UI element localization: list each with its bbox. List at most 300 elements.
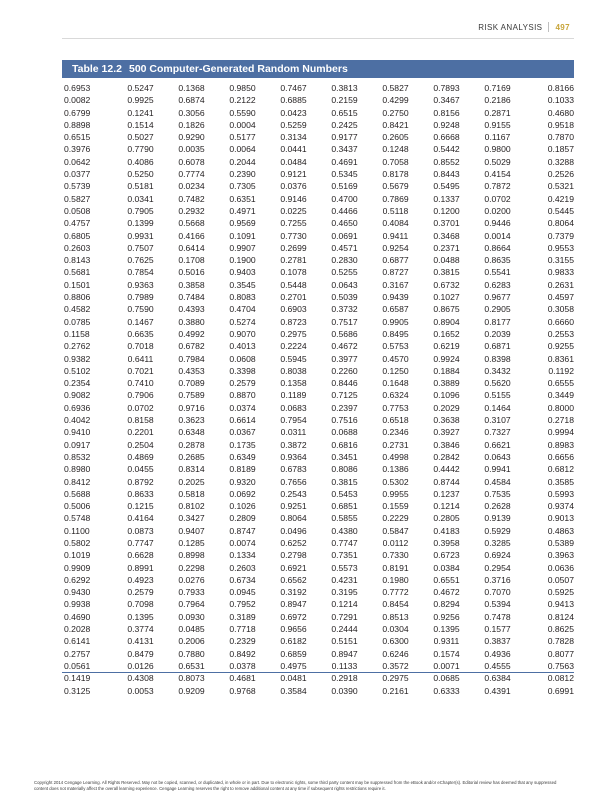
table-cell: 0.9082	[64, 390, 91, 401]
table-cell: 0.9800	[484, 144, 511, 155]
table-cell: 0.2685	[178, 451, 205, 462]
table-row	[64, 377, 574, 389]
table-row	[64, 168, 574, 180]
table-cell: 0.3427	[178, 513, 205, 524]
table-row	[64, 525, 574, 537]
table-cell: 0.1091	[229, 230, 256, 241]
table-cell: 0.1096	[433, 390, 460, 401]
table-cell: 0.4231	[331, 574, 358, 585]
table-cell: 0.4869	[127, 451, 154, 462]
table-cell: 0.7954	[280, 415, 307, 426]
table-cell: 0.9931	[127, 230, 154, 241]
table-cell: 0.8158	[127, 415, 154, 426]
table-cell: 0.6972	[280, 611, 307, 622]
table-cell: 0.3701	[433, 218, 460, 229]
table-cell: 0.3927	[433, 427, 460, 438]
table-cell: 0.6660	[547, 316, 574, 327]
table-cell: 0.7478	[484, 611, 511, 622]
table-cell: 0.9374	[547, 501, 574, 512]
table-cell: 0.9905	[382, 316, 409, 327]
table-row	[64, 340, 574, 352]
table-cell: 0.0481	[280, 673, 307, 684]
table-cell: 0.7984	[178, 353, 205, 364]
table-cell: 0.2504	[127, 439, 154, 450]
table-cell: 0.7327	[484, 427, 511, 438]
table-cell: 0.4308	[127, 673, 154, 684]
table-cell: 0.8664	[484, 242, 511, 253]
table-row	[64, 328, 574, 340]
table-cell: 0.0053	[127, 685, 154, 696]
table-cell: 0.5925	[547, 587, 574, 598]
table-cell: 0.8492	[229, 648, 256, 659]
table-cell: 0.9768	[229, 685, 256, 696]
table-cell: 0.6182	[280, 636, 307, 647]
table-cell: 0.2260	[331, 365, 358, 376]
table-row	[64, 537, 574, 549]
table-cell: 0.8479	[127, 648, 154, 659]
table-cell: 0.2397	[331, 402, 358, 413]
table-row	[64, 439, 574, 451]
table-cell: 0.4466	[331, 205, 358, 216]
table-cell: 0.6885	[280, 95, 307, 106]
table-cell: 0.2842	[433, 451, 460, 462]
table-cell: 0.8178	[382, 169, 409, 180]
table-title: 500 Computer-Generated Random Numbers	[129, 63, 348, 75]
table-cell: 0.2918	[331, 673, 358, 684]
copyright-notice: Copyright 2014 Cengage Learning. All Rights Reserved. May not be copied, scanned, or duplicated, in whole or in part. Due to electronic rights, some third party content may be suppressed from the eBook and/or eChapter(s). Editorial review has deemed that any suppressed content does not materially affect the overall learning experience. Cengage Learning reserves the right to remove additional content at any time if subsequent rights restrictions require it.	[34, 780, 557, 791]
table-cell: 0.0304	[382, 624, 409, 635]
table-cell: 0.7484	[178, 292, 205, 303]
table-cell: 0.7089	[178, 378, 205, 389]
table-cell: 0.3716	[484, 574, 511, 585]
table-cell: 0.6351	[229, 193, 256, 204]
table-cell: 0.2159	[331, 95, 358, 106]
table-cell: 0.1857	[547, 144, 574, 155]
table-cell: 0.5855	[331, 513, 358, 524]
table-row	[64, 82, 574, 94]
table-cell: 0.6551	[433, 574, 460, 585]
table-cell: 0.7730	[280, 230, 307, 241]
table-cell: 0.7656	[280, 476, 307, 487]
table-cell: 0.7590	[127, 304, 154, 315]
table-cell: 0.5847	[382, 525, 409, 536]
table-cell: 0.6656	[547, 451, 574, 462]
table-cell: 0.1158	[64, 328, 90, 339]
table-cell: 0.7070	[484, 587, 511, 598]
table-cell: 0.1189	[280, 390, 307, 401]
table-cell: 0.2954	[484, 562, 511, 573]
table-cell: 0.5681	[64, 267, 91, 278]
table-cell: 0.6531	[178, 660, 205, 671]
table-cell: 0.4975	[280, 660, 307, 671]
table-cell: 0.5739	[64, 181, 91, 192]
table-cell: 0.1215	[127, 501, 154, 512]
table-cell: 0.0508	[64, 205, 91, 216]
table-cell: 0.2006	[178, 636, 205, 647]
table-cell: 0.6723	[433, 550, 460, 561]
table-cell: 0.5321	[547, 181, 574, 192]
table-row	[64, 562, 574, 574]
table-cell: 0.8077	[547, 648, 574, 659]
table-cell: 0.3468	[433, 230, 460, 241]
table-cell: 0.9255	[547, 341, 574, 352]
table-cell: 0.2798	[280, 550, 307, 561]
table-cell: 0.8991	[127, 562, 154, 573]
table-cell: 0.9248	[433, 119, 460, 130]
table-row	[64, 488, 574, 500]
table-cell: 0.0930	[178, 611, 205, 622]
table-cell: 0.3155	[547, 255, 574, 266]
table-cell: 0.5389	[547, 537, 574, 548]
table-bottom-rule	[62, 672, 574, 673]
table-cell: 0.1019	[64, 550, 91, 561]
table-cell: 0.5993	[547, 488, 574, 499]
table-cell: 0.9569	[229, 218, 256, 229]
table-row	[64, 266, 574, 278]
table-cell: 0.1250	[382, 365, 409, 376]
table-cell: 0.5039	[331, 292, 358, 303]
table-cell: 0.9994	[547, 427, 574, 438]
table-cell: 0.9410	[64, 427, 91, 438]
table-cell: 0.5679	[382, 181, 409, 192]
table-cell: 0.9924	[433, 353, 460, 364]
table-cell: 0.7869	[382, 193, 409, 204]
table-cell: 0.5753	[382, 341, 409, 352]
table-cell: 0.9320	[229, 476, 256, 487]
table-cell: 0.0917	[64, 439, 91, 450]
table-cell: 0.1395	[127, 611, 154, 622]
table-row	[64, 635, 574, 647]
table-cell: 0.0311	[280, 427, 307, 438]
table-cell: 0.7906	[127, 390, 154, 401]
table-row	[64, 217, 574, 229]
table-cell: 0.3285	[484, 537, 511, 548]
table-cell: 0.3846	[433, 439, 460, 450]
table-cell: 0.9439	[382, 292, 409, 303]
table-cell: 0.5945	[280, 353, 307, 364]
table-cell: 0.0390	[331, 685, 358, 696]
table-cell: 0.4084	[382, 218, 409, 229]
table-cell: 0.5247	[127, 83, 154, 93]
table-cell: 0.0688	[331, 427, 358, 438]
table-cell: 0.4936	[484, 648, 511, 659]
table-cell: 0.8064	[547, 218, 574, 229]
table-cell: 0.8038	[280, 365, 307, 376]
table-cell: 0.6936	[64, 402, 91, 413]
table-cell: 0.8998	[178, 550, 205, 561]
table-cell: 0.9251	[280, 501, 307, 512]
table-cell: 0.3545	[229, 279, 256, 290]
table-cell: 0.1980	[382, 574, 409, 585]
table-cell: 0.1337	[433, 193, 460, 204]
table-cell: 0.5453	[331, 488, 358, 499]
table-cell: 0.7625	[127, 255, 154, 266]
table-cell: 0.5668	[178, 218, 205, 229]
table-cell: 0.5151	[331, 636, 358, 647]
table-cell: 0.2809	[229, 513, 256, 524]
table-cell: 0.3432	[484, 365, 511, 376]
table-cell: 0.1735	[229, 439, 256, 450]
table-row	[64, 389, 574, 401]
table-cell: 0.9070	[229, 328, 256, 339]
table-cell: 0.8898	[64, 119, 91, 130]
table-cell: 0.6246	[382, 648, 409, 659]
table-cell: 0.8635	[484, 255, 511, 266]
table-cell: 0.6292	[64, 574, 91, 585]
table-cell: 0.7018	[127, 341, 154, 352]
table-cell: 0.8191	[382, 562, 409, 573]
table-cell: 0.0071	[433, 660, 460, 671]
table-cell: 0.8073	[178, 673, 205, 684]
table-cell: 0.8064	[280, 513, 307, 524]
table-cell: 0.9382	[64, 353, 91, 364]
table-cell: 0.9553	[547, 242, 574, 253]
table-cell: 0.6782	[178, 341, 205, 352]
table-cell: 0.4998	[382, 451, 409, 462]
table-cell: 0.9146	[280, 193, 307, 204]
table-cell: 0.7563	[547, 660, 574, 671]
table-row	[64, 180, 574, 192]
table-cell: 0.4086	[127, 156, 154, 167]
table-cell: 0.6732	[433, 279, 460, 290]
table-cell: 0.2699	[280, 242, 307, 253]
table-cell: 0.5259	[280, 119, 307, 130]
table-cell: 0.6078	[178, 156, 205, 167]
table-cell: 0.1285	[178, 537, 205, 548]
table-cell: 0.1559	[382, 501, 409, 512]
table-cell: 0.9716	[178, 402, 205, 413]
table-cell: 0.4690	[64, 611, 91, 622]
table-cell: 0.2603	[64, 242, 91, 253]
table-cell: 0.7291	[331, 611, 358, 622]
table-cell: 0.2329	[229, 636, 256, 647]
table-cell: 0.2543	[280, 488, 307, 499]
table-cell: 0.1200	[433, 205, 460, 216]
table-cell: 0.2603	[229, 562, 256, 573]
table-cell: 0.0384	[433, 562, 460, 573]
table-cell: 0.3288	[547, 156, 574, 167]
table-cell: 0.6877	[382, 255, 409, 266]
table-cell: 0.7379	[547, 230, 574, 241]
table-cell: 0.5394	[484, 599, 511, 610]
table-row	[64, 316, 574, 328]
table-cell: 0.9254	[382, 242, 409, 253]
table-cell: 0.2905	[484, 304, 511, 315]
table-cell: 0.1514	[127, 119, 154, 130]
table-cell: 0.2526	[547, 169, 574, 180]
table-cell: 0.0812	[547, 673, 574, 684]
table-cell: 0.3872	[280, 439, 307, 450]
table-cell: 0.5029	[484, 156, 511, 167]
table-cell: 0.5688	[64, 488, 91, 499]
table-cell: 0.2579	[127, 587, 154, 598]
table-cell: 0.0126	[127, 660, 154, 671]
table-cell: 0.7058	[382, 156, 409, 167]
table-cell: 0.9403	[229, 267, 256, 278]
table-cell: 0.2371	[433, 242, 460, 253]
table-cell: 0.7517	[331, 316, 358, 327]
table-cell: 0.1884	[433, 365, 460, 376]
table-cell: 0.2354	[64, 378, 91, 389]
table-cell: 0.0702	[127, 402, 154, 413]
table-cell: 0.4672	[433, 587, 460, 598]
table-row	[64, 512, 574, 524]
table-cell: 0.8904	[433, 316, 460, 327]
table-cell: 0.0200	[484, 205, 511, 216]
table-cell: 0.4863	[547, 525, 574, 536]
table-cell: 0.4691	[331, 156, 358, 167]
table-cell: 0.8421	[382, 119, 409, 130]
table-cell: 0.0234	[178, 181, 205, 192]
table-cell: 0.1334	[229, 550, 256, 561]
table-cell: 0.7933	[178, 587, 205, 598]
table-cell: 0.3437	[331, 144, 358, 155]
table-cell: 0.7255	[280, 218, 307, 229]
table-cell: 0.9413	[547, 599, 574, 610]
table-cell: 0.0873	[127, 525, 154, 536]
table-cell: 0.6783	[280, 464, 307, 475]
table-cell: 0.0074	[229, 537, 256, 548]
table-cell: 0.8156	[433, 107, 460, 118]
table-cell: 0.7410	[127, 378, 154, 389]
table-cell: 0.0276	[178, 574, 205, 585]
table-cell: 0.3963	[547, 550, 574, 561]
table-cell: 0.4183	[433, 525, 460, 536]
table-cell: 0.9177	[331, 132, 358, 143]
table-cell: 0.2553	[547, 328, 574, 339]
table-cell: 0.3889	[433, 378, 460, 389]
table-cell: 0.1214	[331, 599, 358, 610]
table-cell: 0.4923	[127, 574, 154, 585]
table-cell: 0.1464	[484, 402, 511, 413]
table-cell: 0.5445	[547, 205, 574, 216]
table-row	[64, 574, 574, 586]
table-cell: 0.4353	[178, 365, 205, 376]
table-cell: 0.5181	[127, 181, 154, 192]
table-cell: 0.5827	[382, 83, 409, 93]
table-cell: 0.5302	[382, 476, 409, 487]
table-cell: 0.1100	[64, 525, 90, 536]
table-cell: 0.1648	[382, 378, 409, 389]
table-cell: 0.9925	[127, 95, 154, 106]
table-cell: 0.0507	[547, 574, 574, 585]
table-cell: 0.0496	[280, 525, 307, 536]
table-cell: 0.8870	[229, 390, 256, 401]
table-cell: 0.1574	[433, 648, 460, 659]
table-cell: 0.2390	[229, 169, 256, 180]
table-cell: 0.9833	[547, 267, 574, 278]
table-cell: 0.7330	[382, 550, 409, 561]
table-cell: 0.6903	[280, 304, 307, 315]
table-cell: 0.5686	[331, 328, 358, 339]
table-row	[64, 242, 574, 254]
table-row	[64, 156, 574, 168]
table-cell: 0.5620	[484, 378, 511, 389]
table-cell: 0.0225	[280, 205, 307, 216]
table-cell: 0.0685	[433, 673, 460, 684]
table-cell: 0.6252	[280, 537, 307, 548]
table-title-bar	[62, 60, 574, 78]
table-cell: 0.8806	[64, 292, 91, 303]
table-cell: 0.6812	[547, 464, 574, 475]
table-cell: 0.9311	[433, 636, 460, 647]
table-cell: 0.7828	[547, 636, 574, 647]
table-cell: 0.1708	[178, 255, 205, 266]
table-cell: 0.7880	[178, 648, 205, 659]
header-rule	[62, 38, 574, 39]
table-cell: 0.0643	[484, 451, 511, 462]
table-cell: 0.8983	[547, 439, 574, 450]
table-cell: 0.1167	[484, 132, 511, 143]
table-cell: 0.0561	[64, 660, 91, 671]
table-cell: 0.3815	[331, 476, 358, 487]
table-cell: 0.5541	[484, 267, 511, 278]
table-cell: 0.2731	[382, 439, 409, 450]
table-cell: 0.0643	[331, 279, 358, 290]
table-cell: 0.6562	[280, 574, 307, 585]
table-cell: 0.5169	[331, 181, 358, 192]
table-cell: 0.9290	[178, 132, 205, 143]
table-cell: 0.7772	[382, 587, 409, 598]
table-row	[64, 426, 574, 438]
table-cell: 0.0642	[64, 156, 91, 167]
table-cell: 0.6555	[547, 378, 574, 389]
table-cell: 0.4013	[229, 341, 256, 352]
table-cell: 0.1467	[127, 316, 154, 327]
table-cell: 0.4681	[229, 673, 256, 684]
table-cell: 0.5255	[331, 267, 358, 278]
table-cell: 0.8495	[382, 328, 409, 339]
table-cell: 0.6324	[382, 390, 409, 401]
table-cell: 0.9430	[64, 587, 91, 598]
table-cell: 0.3638	[433, 415, 460, 426]
table-cell: 0.2444	[331, 624, 358, 635]
table-cell: 0.3815	[433, 267, 460, 278]
table-row	[64, 254, 574, 266]
table-row	[64, 94, 574, 106]
table-cell: 0.9363	[127, 279, 154, 290]
table-cell: 0.1248	[382, 144, 409, 155]
table-cell: 0.8723	[280, 316, 307, 327]
table-cell: 0.2186	[484, 95, 511, 106]
table-cell: 0.0082	[64, 95, 91, 106]
table-cell: 0.7854	[127, 267, 154, 278]
table-cell: 0.8454	[382, 599, 409, 610]
table-cell: 0.9139	[484, 513, 511, 524]
table-cell: 0.1652	[433, 328, 460, 339]
table-cell: 0.9364	[280, 451, 307, 462]
table-cell: 0.7021	[127, 365, 154, 376]
table-cell: 0.5027	[127, 132, 154, 143]
table-cell: 0.2757	[64, 648, 91, 659]
table-cell: 0.3774	[127, 624, 154, 635]
table-cell: 0.8446	[331, 378, 358, 389]
table-cell: 0.6614	[229, 415, 256, 426]
table-cell: 0.5448	[280, 279, 307, 290]
table-cell: 0.0485	[178, 624, 205, 635]
table-cell: 0.2701	[280, 292, 307, 303]
table-cell: 0.5748	[64, 513, 91, 524]
table-cell: 0.7747	[331, 537, 358, 548]
table-row	[64, 303, 574, 315]
table-cell: 0.7305	[229, 181, 256, 192]
table-cell: 0.7747	[127, 537, 154, 548]
table-cell: 0.2425	[331, 119, 358, 130]
table-row	[64, 107, 574, 119]
table-cell: 0.8361	[547, 353, 574, 364]
table-cell: 0.3858	[178, 279, 205, 290]
table-cell: 0.6587	[382, 304, 409, 315]
